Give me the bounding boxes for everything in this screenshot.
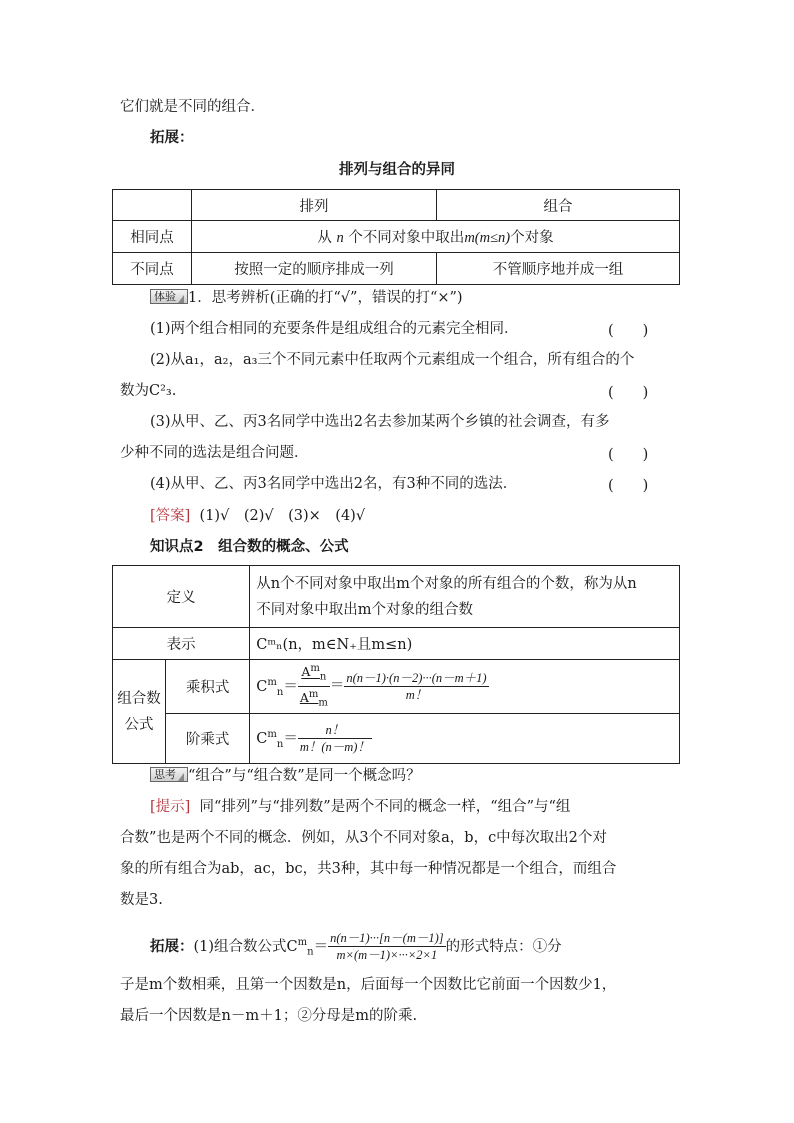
row-same-text: 从 n 个不同对象中取出m(m≤n)个对象: [192, 221, 680, 253]
product-label: 乘积式: [166, 660, 250, 714]
factorial-formula: $C^m_n=$ $\frac{n!}{m!(n-m)!}$: [250, 714, 680, 764]
expand2-line-1: 拓展：(1)组合数公式$C^m_n=$ $\frac{n(n-1)\cdot\cdot\cdot[n-(m-1)]}{m\times(m-1)\times\cdot\cdot\cdot\times 2\times 1}$ 的形式特点：①分: [150, 931, 562, 963]
expand2-line-2: 子是m个数相乘，且第一个因数是n，后面每一个因数比它前面一个因数少1，: [120, 977, 617, 993]
row-diff-combination: 不管顺序地并成一组: [437, 253, 680, 285]
expand-label: 拓展：: [150, 130, 194, 146]
row-diff-permutation: 按照一定的顺序排成一列: [192, 253, 437, 285]
exercise-item-4: (4)从甲、乙、丙3名同学中选出2名，有3种不同的选法．: [150, 476, 518, 492]
header-permutation: 排列: [192, 190, 437, 221]
hint-line-1: [提示] 同“排列”与“排列数”是两个不同的概念一样，“组合”与“组: [150, 799, 571, 815]
exercise-item-3: (3)从甲、乙、丙3名同学中选出2名去参加某两个乡镇的社会调查，有多: [150, 414, 610, 430]
compare-table-title: 排列与组合的异同: [339, 162, 455, 178]
answer-paren-1: ( ): [608, 323, 649, 339]
answer-paren-2: ( ): [608, 385, 649, 401]
expand2-line-3: 最后一个因数是n－m＋1；②分母是m的阶乘.: [120, 1008, 418, 1024]
exercise-answers: [答案] (1)√ (2)√ (3)× (4)√: [150, 508, 366, 524]
compare-table: [112, 189, 680, 285]
formula-table: [112, 565, 680, 764]
row-diff-label: 不同点: [113, 253, 192, 285]
row-same-label: 相同点: [113, 221, 192, 253]
def-label: 定义: [113, 566, 250, 628]
exercise-header: 体验 1．思考辨析(正确的打“√”，错误的打“×”): [150, 288, 679, 308]
hint-line-2: 合数”也是两个不同的概念．例如，从3个不同对象a，b，c中每次取出2个对: [120, 830, 607, 846]
formula-group-label: 组合数公式: [113, 660, 166, 764]
answer-paren-3: ( ): [608, 447, 649, 463]
intro-tail: 它们就是不同的组合．: [120, 99, 265, 115]
hint-line-3: 象的所有组合为ab，ac，bc，共3种，其中每一种情况都是一个组合，而组合: [120, 861, 617, 877]
notation-text: Cᵐₙ(n，m∈N₊且m≤n): [250, 628, 680, 660]
answer-paren-4: ( ): [608, 478, 649, 494]
notation-label: 表示: [113, 628, 250, 660]
answer-label: [答案]: [150, 508, 191, 524]
knowledge-heading: 知识点2 组合数的概念、公式: [150, 539, 349, 555]
exercise-item-2: (2)从a₁，a₂，a₃三个不同元素中任取两个元素组成一个组合，所有组合的个: [150, 352, 635, 368]
header-combination: 组合: [437, 190, 680, 221]
think-tag: 思考: [150, 767, 188, 782]
exercise-item-1: (1)两个组合相同的充要条件是组成组合的元素完全相同．: [150, 321, 519, 337]
def-text: 从n个不同对象中取出m个对象的所有组合的个数，称为从n 不同对象中取出m个对象的组合数: [250, 566, 680, 628]
hint-line-4: 数是3.: [120, 892, 163, 908]
exercise-item-2-cont: 数为C²₃.: [120, 383, 177, 399]
think-question: 思考 “组合”与“组合数”是同一个概念吗？: [150, 766, 679, 786]
hint-label: [提示]: [150, 799, 191, 815]
product-formula: $C^m_n=$ $\frac{A^m_n}{A^m_m}$ ＝ $\frac{n(n-1)\cdot(n-2)\cdot\cdot\cdot(n-m+1)}{m!}$: [250, 660, 680, 714]
exercise-tag: 体验: [150, 289, 188, 304]
factorial-label: 阶乘式: [166, 714, 250, 764]
exercise-item-3-cont: 少种不同的选法是组合问题．: [120, 445, 309, 461]
